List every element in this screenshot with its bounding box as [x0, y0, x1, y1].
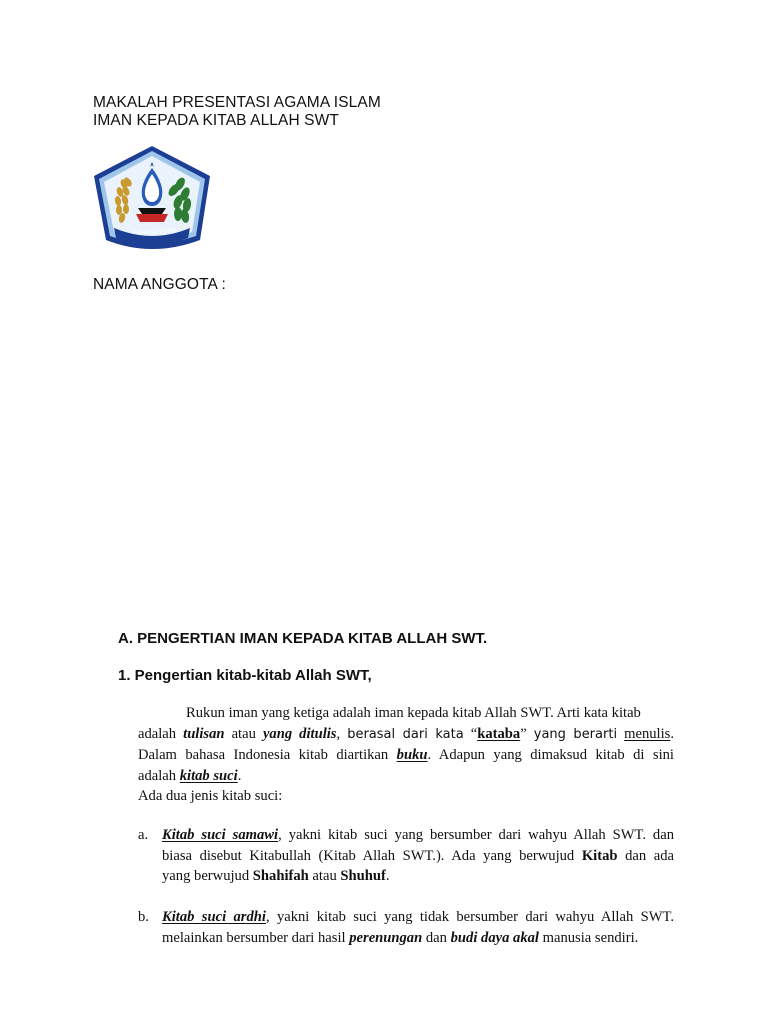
- paragraph-line-3: Dalam bahasa Indonesia kitab diartikan buku. Adapun yang dimaksud kitab di sini: [138, 747, 674, 763]
- list-marker-b: b.: [138, 909, 149, 925]
- document-title-line-1: MAKALAH PRESENTASI AGAMA ISLAM: [93, 94, 381, 111]
- paragraph-line-5: Ada dua jenis kitab suci:: [138, 788, 283, 804]
- item-b-line-1: Kitab suci ardhi, yakni kitab suci yang tidak bersumber dari wahyu Allah SWT.: [162, 909, 674, 925]
- logo-banner-text: TUNJUNG PUTIH: [131, 227, 177, 237]
- item-a-line-3: yang berwujud Shahifah atau Shuhuf.: [162, 868, 390, 884]
- regional-emblem-logo: [92, 144, 213, 257]
- document-title-line-2: IMAN KEPADA KITAB ALLAH SWT: [93, 112, 339, 129]
- item-a-line-2: biasa disebut Kitabullah (Kitab Allah SWT.). Ada yang berwujud Kitab dan ada: [162, 847, 674, 864]
- members-label: NAMA ANGGOTA :: [93, 276, 226, 293]
- paragraph-line-2: adalah tulisan atau yang ditulis, berasal dari kata “kataba” yang berarti menulis.: [138, 725, 674, 742]
- paragraph-line-4: adalah kitab suci.: [138, 767, 242, 784]
- list-item-b: [138, 907, 674, 948]
- item-a-line-1: Kitab suci samawi, yakni kitab suci yang bersumber dari wahyu Allah SWT. dan: [162, 827, 674, 843]
- paragraph-line-1: Rukun iman yang ketiga adalah iman kepada kitab Allah SWT. Arti kata kitab: [186, 705, 641, 721]
- intro-paragraph: [138, 703, 674, 807]
- subheading: 1. Pengertian kitab-kitab Allah SWT,: [118, 667, 372, 684]
- list-item-a: [138, 825, 674, 887]
- item-b-line-2: melainkan bersumber dari hasil perenungan dan budi daya akal manusia sendiri.: [162, 929, 639, 946]
- list-marker-a: a.: [138, 827, 149, 843]
- section-heading: A. PENGERTIAN IMAN KEPADA KITAB ALLAH SWT.: [118, 630, 488, 647]
